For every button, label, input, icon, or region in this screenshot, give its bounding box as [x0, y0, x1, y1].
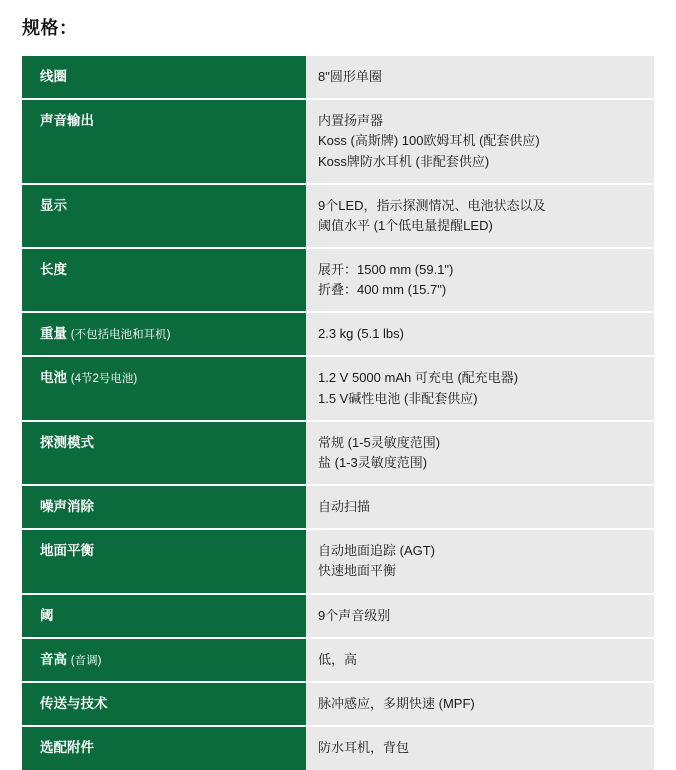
spec-label-text: 声音输出 [40, 113, 94, 129]
spec-value-cell [306, 485, 654, 529]
spec-value-line: 自动扫描 [318, 499, 371, 515]
spec-value-cell [306, 682, 654, 726]
specifications-table [22, 56, 654, 770]
spec-label-text: 显示 [40, 197, 67, 213]
spec-value-cell [306, 638, 654, 682]
spec-value-line: Koss牌防水耳机 (非配套供应) [318, 153, 490, 169]
spec-value-line: 防水耳机，背包 [318, 740, 410, 756]
spec-label-cell [22, 529, 306, 593]
spec-value-cell [306, 56, 654, 99]
spec-label-text: 噪声消除 [40, 499, 94, 515]
table-row [22, 356, 654, 420]
table-row [22, 56, 654, 99]
spec-value-line: 盐 (1-3灵敏度范围) [318, 454, 428, 470]
spec-value-line: 常规 (1-5灵敏度范围) [318, 434, 441, 450]
spec-label-cell [22, 99, 306, 183]
spec-value-cell [306, 312, 654, 356]
table-row [22, 485, 654, 529]
spec-value-cell [306, 356, 654, 420]
spec-value-line: 8"圆形单圈 [318, 69, 382, 84]
table-row [22, 99, 654, 183]
spec-label-text: 重量 [40, 326, 67, 342]
spec-label-cell [22, 421, 306, 485]
spec-value-line: 展开：1500 mm (59.1") [318, 261, 454, 277]
spec-label-cell [22, 638, 306, 682]
spec-label-subtext: (4节2号电池) [70, 373, 138, 386]
table-row [22, 726, 654, 769]
spec-label-text: 阈 [40, 607, 54, 623]
table-body [22, 56, 654, 770]
spec-label-cell [22, 248, 306, 312]
spec-label-text: 音高 [40, 651, 67, 667]
spec-label-subtext: (不包括电池和耳机) [70, 329, 171, 342]
spec-label-cell [22, 726, 306, 769]
spec-value-cell [306, 726, 654, 769]
spec-label-cell [22, 594, 306, 638]
spec-value-cell [306, 248, 654, 312]
spec-value-cell [306, 594, 654, 638]
spec-value-line: 内置扬声器 [318, 113, 384, 129]
table-row [22, 594, 654, 638]
spec-label-cell [22, 184, 306, 248]
table-row [22, 682, 654, 726]
spec-value-line: 自动地面追踪 (AGT) [318, 543, 435, 559]
spec-value-line: 折叠：400 mm (15.7") [318, 282, 447, 298]
table-row [22, 638, 654, 682]
spec-value-cell [306, 99, 654, 183]
spec-label-cell [22, 312, 306, 356]
spec-label-text: 长度 [40, 261, 67, 277]
spec-value-line: 1.2 V 5000 mAh 可充电 (配充电器) [318, 370, 519, 386]
table-row [22, 248, 654, 312]
spec-label-cell [22, 485, 306, 529]
spec-label-text: 线圈 [40, 69, 67, 84]
spec-value-cell [306, 184, 654, 248]
spec-label-text: 电池 [40, 370, 67, 386]
spec-label-text: 传送与技术 [40, 696, 108, 712]
spec-label-cell [22, 56, 306, 99]
table-row [22, 184, 654, 248]
spec-value-line: 脉冲感应，多期快速 (MPF) [318, 696, 475, 712]
spec-label-text: 探测模式 [40, 434, 94, 450]
spec-value-line: 9个LED，指示探测情况、电池状态以及 [318, 197, 546, 213]
spec-value-line: 快速地面平衡 [318, 563, 397, 579]
page-title: 规格： [22, 18, 78, 38]
spec-value-line: 低，高 [318, 651, 358, 667]
spec-value-cell [306, 421, 654, 485]
spec-value-cell [306, 529, 654, 593]
spec-value-line: 9个声音级别 [318, 607, 391, 623]
spec-label-text: 选配附件 [40, 740, 94, 756]
table-row [22, 529, 654, 593]
table-row [22, 312, 654, 356]
spec-label-cell [22, 356, 306, 420]
table-row [22, 421, 654, 485]
spec-value-line: Koss (高斯牌) 100欧姆耳机 (配套供应) [318, 133, 540, 149]
spec-value-line: 阈值水平 (1个低电量提醒LED) [318, 217, 493, 233]
spec-label-text: 地面平衡 [40, 543, 94, 559]
spec-value-line: 1.5 V碱性电池 (非配套供应) [318, 390, 478, 406]
spec-label-cell [22, 682, 306, 726]
spec-value-line: 2.3 kg (5.1 lbs) [318, 326, 404, 342]
spec-label-subtext: (音调) [70, 654, 102, 667]
